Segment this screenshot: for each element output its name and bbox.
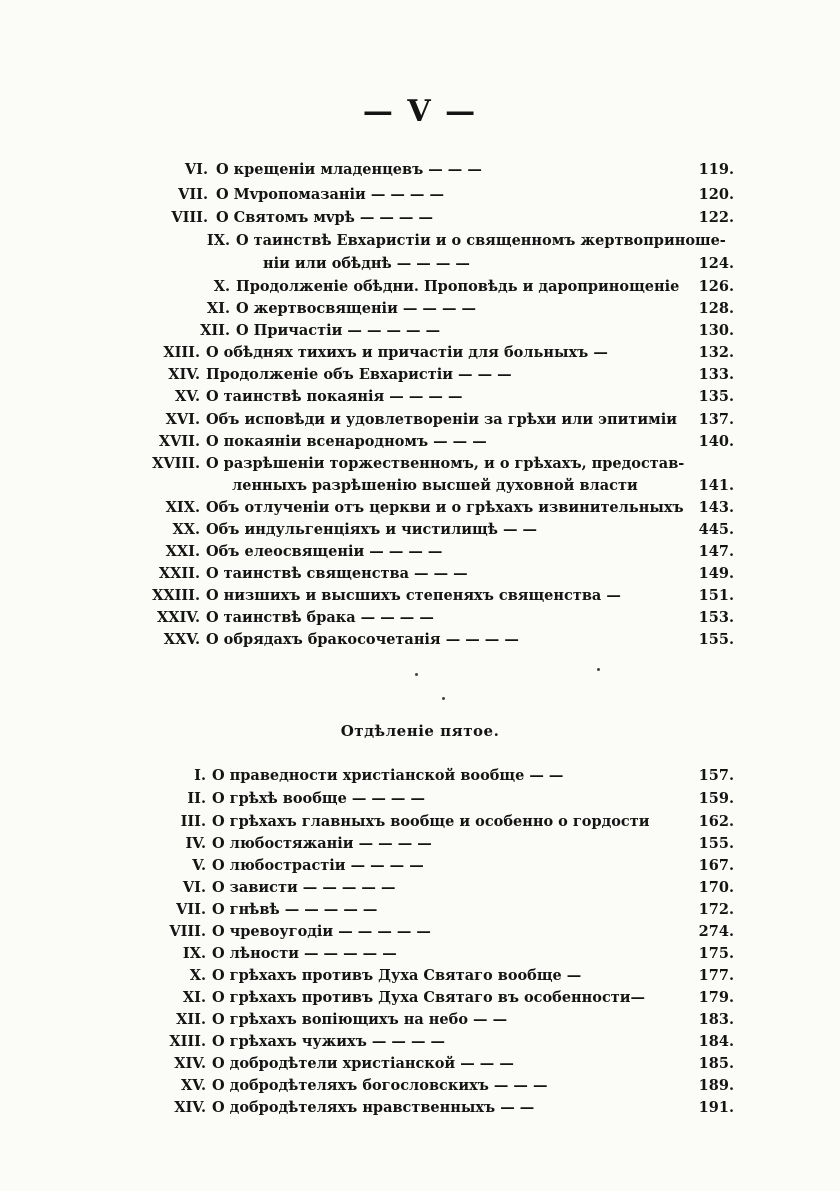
toc-entry-continuation [0,475,840,497]
entry-title: О Мvропомазанiи — — — — [216,186,444,203]
entry-title: О жертвосвященiи — — — — [236,300,477,317]
toc-entry [0,563,840,585]
entry-page: 124. [698,255,734,272]
print-speck [597,668,600,671]
entry-title: О обрядахъ бракосочетанiя — — — — [206,631,519,648]
entry-title: О Святомъ мvрѣ — — — — [216,209,433,226]
toc-entry-continuation [0,253,840,275]
entry-number: XVI. [165,411,200,428]
entry-page: 140. [698,433,734,450]
entry-number: XIV. [174,1099,206,1116]
entry-number: VIII. [169,923,206,940]
page-header: — V — [362,94,478,129]
entry-number: XXIII. [152,587,200,604]
entry-page: 170. [698,879,734,896]
entry-page: 130. [698,322,734,339]
entry-number: XIII. [163,344,200,361]
toc-entry [0,987,840,1009]
toc-entry [0,788,840,810]
section-heading: Отдѣленiе пятое. [340,722,500,740]
entry-title: О зависти — — — — — [212,879,396,896]
entry-number: XV. [174,388,200,405]
toc-entry [0,1031,840,1053]
entry-title: О таинствѣ Евхаристiи и о священномъ жертвоприноше- [236,232,726,249]
entry-page: 122. [698,209,734,226]
entry-number: XVII. [158,433,200,450]
entry-number: VI. [182,879,206,896]
entry-page: 177. [698,967,734,984]
entry-title: О гнѣвѣ — — — — — [212,901,378,918]
entry-title: О покаянiи всенародномъ — — — [206,433,487,450]
entry-number: II. [187,790,206,807]
entry-number: IX. [182,945,206,962]
toc-entry [0,342,840,364]
entry-number: XI. [206,300,230,317]
toc-entry [0,1097,840,1119]
entry-number: XXII. [158,565,200,582]
entry-title: О любостяжанiи — — — — [212,835,432,852]
toc-entry [0,364,840,386]
entry-title: О лѣности — — — — — [212,945,397,962]
entry-number: VI. [184,161,208,178]
toc-entry [0,159,840,181]
toc-entry [0,585,840,607]
entry-title: нiи или обѣднѣ — — — — [263,255,470,272]
entry-number: X. [213,278,230,295]
toc-entry [0,207,840,229]
entry-number: XXV. [163,631,200,648]
entry-title: О добродѣтели христiанской — — — [212,1055,514,1072]
entry-title: ленныхъ разрѣшенiю высшей духовной власти [232,477,638,494]
entry-number: V. [192,857,206,874]
toc-entry [0,1009,840,1031]
entry-title: О праведности христiанской вообще — — [212,767,564,784]
entry-number: VII. [178,186,208,203]
entry-page: 126. [698,278,734,295]
entry-number: XV. [180,1077,206,1094]
entry-title: О грѣхахъ вопiющихъ на небо — — [212,1011,508,1028]
entry-page: 151. [698,587,734,604]
entry-title: О чревоугодiи — — — — — [212,923,431,940]
entry-page: 147. [698,543,734,560]
toc-entry [0,431,840,453]
entry-page: 157. [698,767,734,784]
entry-title: О любострастiи — — — — [212,857,424,874]
toc-entry [0,497,840,519]
entry-number: XII. [176,1011,206,1028]
entry-page: 179. [698,989,734,1006]
entry-number: XVIII. [152,455,200,472]
entry-page: 189. [698,1077,734,1094]
toc-entry [0,519,840,541]
entry-page: 167. [698,857,734,874]
entry-page: 132. [698,344,734,361]
toc-entry [0,629,840,651]
entry-title: О таинствѣ брака — — — — [206,609,434,626]
toc-entry [0,386,840,408]
toc-entry [0,276,840,298]
entry-title: О грѣхѣ вообще — — — — [212,790,425,807]
entry-page: 155. [698,835,734,852]
toc-entry [0,765,840,787]
entry-page: 191. [698,1099,734,1116]
entry-number: XXI. [165,543,200,560]
entry-title: О грѣхахъ противъ Духа Святаго вообще — [212,967,582,984]
toc-entry [0,833,840,855]
entry-page: 183. [698,1011,734,1028]
entry-page: 119. [698,161,734,178]
entry-page: 137. [698,411,734,428]
toc-entry [0,855,840,877]
entry-page: 149. [698,565,734,582]
entry-title: О разрѣшенiи торжественномъ, и о грѣхахъ, предостав- [206,455,685,472]
entry-title: О таинствѣ покаянiя — — — — [206,388,463,405]
entry-number: X. [189,967,206,984]
entry-title: Объ индульгенцiяхъ и чистилищѣ — — [206,521,538,538]
entry-page: 445. [698,521,734,538]
entry-title: Продолженiе объ Евхаристiи — — — [206,366,512,383]
entry-number: VIII. [171,209,208,226]
entry-page: 143. [698,499,734,516]
entry-number: IV. [185,835,206,852]
toc-entry [0,1053,840,1075]
toc-entry [0,921,840,943]
toc-entry [0,1075,840,1097]
entry-page: 120. [698,186,734,203]
entry-title: О низшихъ и высшихъ степеняхъ священства — [206,587,621,604]
toc-entry [0,320,840,342]
entry-title: О грѣхахъ главныхъ вообще и особенно о гордости [212,813,650,830]
toc-entry [0,409,840,431]
toc-entry [0,453,840,475]
entry-page: 128. [698,300,734,317]
toc-entry [0,811,840,833]
toc-entry [0,230,840,252]
entry-title: Объ отлученiи отъ церкви и о грѣхахъ извинительныхъ [206,499,684,516]
entry-number: XX. [172,521,200,538]
entry-page: 141. [698,477,734,494]
entry-title: Объ исповѣди и удовлетворенiи за грѣхи или эпитимiи [206,411,677,428]
entry-number: XIV. [168,366,200,383]
entry-title: О грѣхахъ противъ Духа Святаго въ особенности— [212,989,646,1006]
toc-entry [0,899,840,921]
entry-title: О крещенiи младенцевъ — — — [216,161,482,178]
entry-page: 155. [698,631,734,648]
entry-number: XIX. [165,499,200,516]
entry-number: XXIV. [156,609,200,626]
entry-number: XII. [200,322,230,339]
entry-page: 274. [698,923,734,940]
entry-number: XIII. [169,1033,206,1050]
entry-page: 135. [698,388,734,405]
entry-page: 172. [698,901,734,918]
entry-page: 175. [698,945,734,962]
entry-title: Продолженiе обѣдни. Проповѣдь и даропринощенiе [236,278,680,295]
toc-entry [0,607,840,629]
print-speck [415,673,418,676]
toc-entry [0,184,840,206]
entry-title: Объ елеосвященiи — — — — [206,543,443,560]
entry-title: О грѣхахъ чужихъ — — — — [212,1033,446,1050]
entry-number: XI. [182,989,206,1006]
entry-page: 133. [698,366,734,383]
toc-entry [0,943,840,965]
entry-number: I. [194,767,206,784]
entry-page: 159. [698,790,734,807]
entry-page: 184. [698,1033,734,1050]
entry-title: О таинствѣ священства — — — [206,565,468,582]
toc-entry [0,298,840,320]
entry-number: XIV. [174,1055,206,1072]
entry-number: VII. [176,901,206,918]
entry-title: О обѣднях тихихъ и причастiи для больныхъ — [206,344,608,361]
entry-title: О добродѣтеляхъ нравственныхъ — — [212,1099,535,1116]
print-speck [442,697,445,700]
entry-page: 162. [698,813,734,830]
toc-entry [0,541,840,563]
entry-number: IX. [206,232,230,249]
entry-page: 153. [698,609,734,626]
toc-entry [0,877,840,899]
entry-page: 185. [698,1055,734,1072]
toc-entry [0,965,840,987]
entry-number: III. [180,813,206,830]
entry-title: О добродѣтеляхъ богословскихъ — — — [212,1077,548,1094]
entry-title: О Причастiи — — — — — [236,322,441,339]
